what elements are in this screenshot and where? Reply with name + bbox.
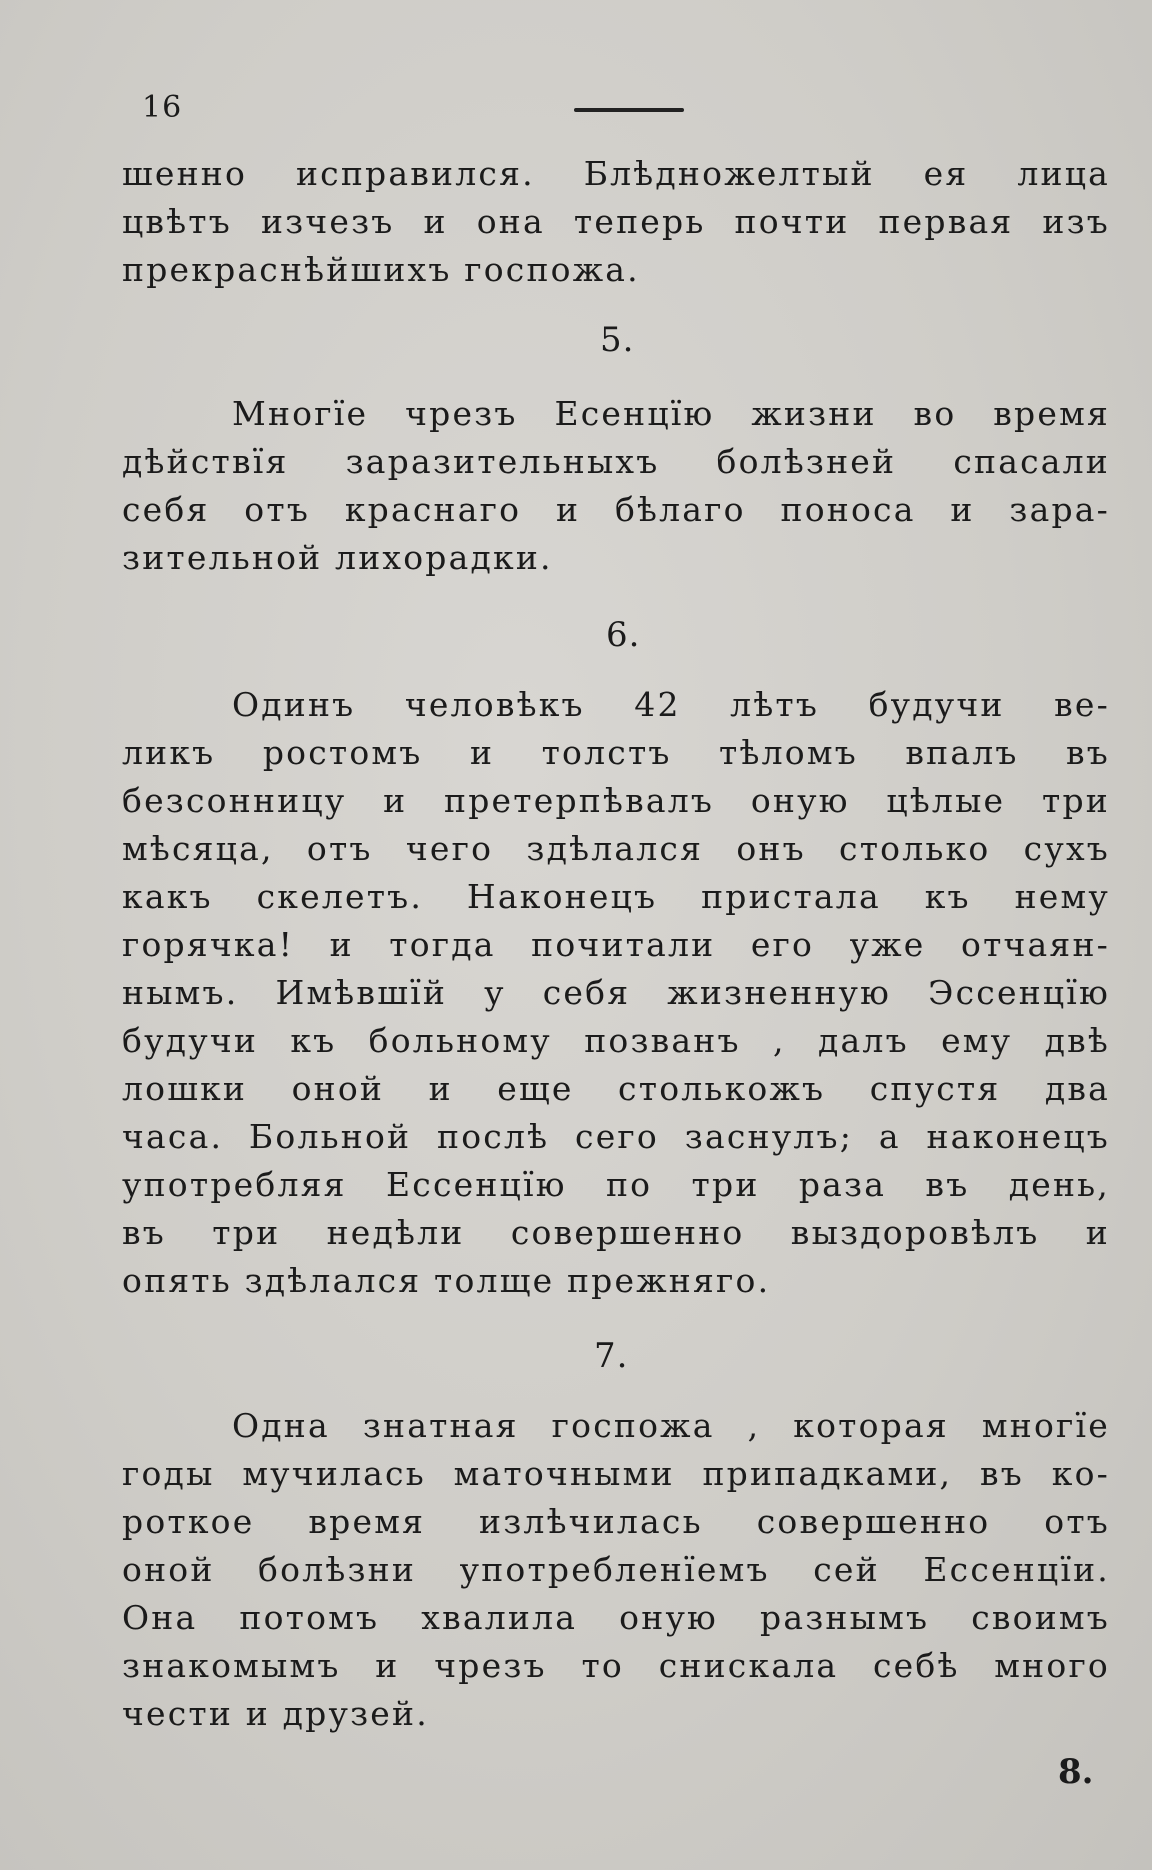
text-line: какъ скелетъ. Наконецъ пристала къ нему bbox=[122, 877, 1110, 916]
text-line: горячка! и тогда почитали его уже отчаян- bbox=[122, 925, 1110, 964]
section-number-6: 6. bbox=[606, 615, 641, 655]
text-line: знакомымъ и чрезъ то снискала себѣ много bbox=[122, 1646, 1110, 1685]
section-number-7: 7. bbox=[594, 1336, 629, 1376]
text-line: Одна знатная госпожа , которая многïе bbox=[232, 1406, 1110, 1445]
text-line: годы мучилась маточными припадками, въ ко- bbox=[122, 1454, 1110, 1493]
text-line: Многïе чрезъ Есенцïю жизни во время bbox=[232, 394, 1110, 433]
text-line: себя отъ краснаго и бѣлаго поноса и зара- bbox=[122, 490, 1110, 529]
text-line: нымъ. Имѣвшïй у себя жизненную Эссенцïю bbox=[122, 973, 1110, 1012]
text-line: чести и друзей. bbox=[122, 1694, 429, 1733]
text-line: ликъ ростомъ и толстъ тѣломъ впалъ въ bbox=[122, 733, 1110, 772]
text-line: лошки оной и еще столькожъ спустя два bbox=[122, 1069, 1110, 1108]
section-5-paragraph bbox=[122, 390, 1110, 582]
text-line: Одинъ человѣкъ 42 лѣтъ будучи ве- bbox=[232, 685, 1110, 724]
section-number-5: 5. bbox=[600, 320, 635, 360]
text-line: безсонницу и претерпѣвалъ оную цѣлые три bbox=[122, 781, 1110, 820]
text-line: опять здѣлался толще прежняго. bbox=[122, 1261, 771, 1300]
text-line: дѣйствïя заразительныхъ болѣзней спасали bbox=[122, 442, 1110, 481]
text-line: шенно исправился. Блѣдножелтый ея лица bbox=[122, 154, 1110, 193]
header-rule bbox=[574, 108, 684, 112]
text-line: зительной лихорадки. bbox=[122, 538, 553, 577]
text-line: роткое время излѣчилась совершенно отъ bbox=[122, 1502, 1110, 1541]
text-line: будучи къ больному позванъ , далъ ему двѣ bbox=[122, 1021, 1110, 1060]
section-6-paragraph bbox=[122, 681, 1110, 1305]
text-line: часа. Больной послѣ сего заснулъ; а наконецъ bbox=[122, 1117, 1110, 1156]
section-7-paragraph bbox=[122, 1402, 1110, 1738]
text-line: употребляя Ессенцïю по три раза въ день, bbox=[122, 1165, 1110, 1204]
text-line: Она потомъ хвалила оную разнымъ своимъ bbox=[122, 1598, 1110, 1637]
text-line: оной болѣзни употребленïемъ сей Ессенцïи. bbox=[122, 1550, 1110, 1589]
catchword: 8. bbox=[1058, 1752, 1094, 1792]
intro-paragraph bbox=[122, 150, 1110, 294]
text-line: цвѣтъ изчезъ и она теперь почти первая изъ bbox=[122, 202, 1110, 241]
page-number: 16 bbox=[142, 90, 183, 125]
text-line: мѣсяца, отъ чего здѣлался онъ столько сухъ bbox=[122, 829, 1110, 868]
text-line: въ три недѣли совершенно выздоровѣлъ и bbox=[122, 1213, 1110, 1252]
text-line: прекраснѣйшихъ госпожа. bbox=[122, 250, 640, 289]
